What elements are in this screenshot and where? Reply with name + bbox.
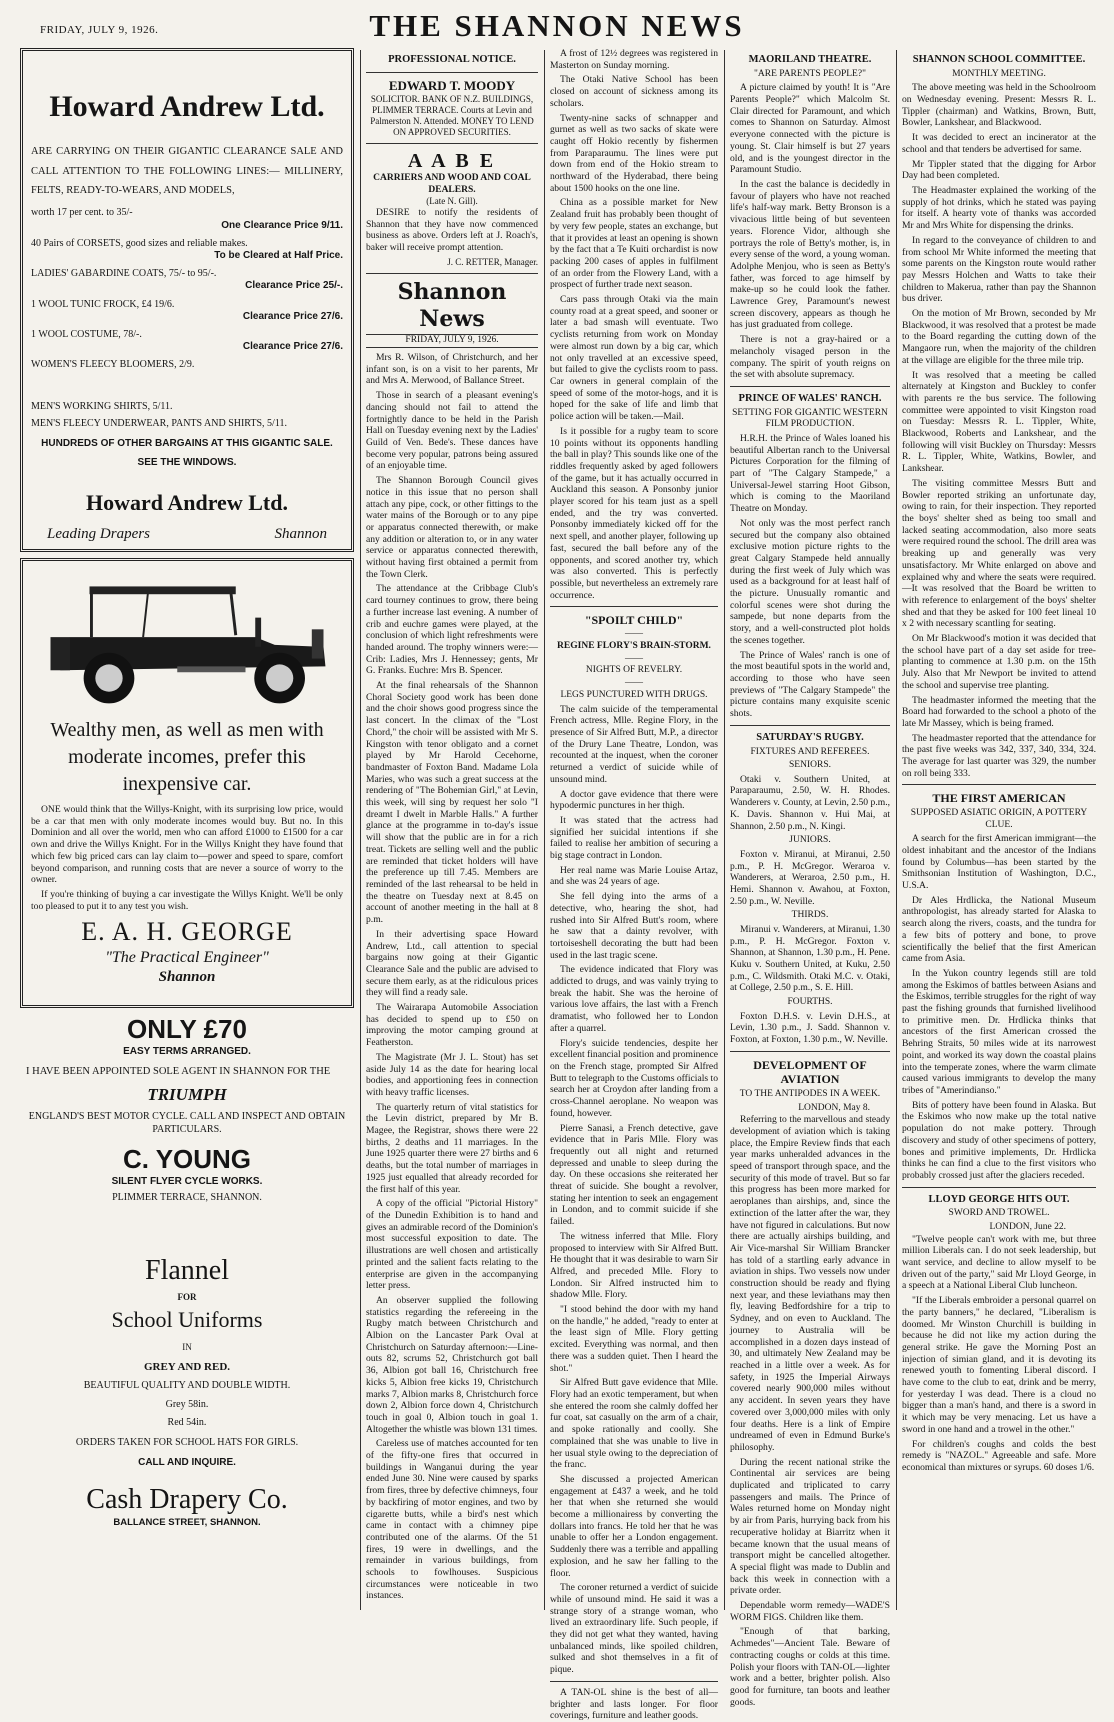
ad-title: Howard Andrew Ltd.	[49, 90, 325, 123]
rugby-thirds-text: Miranui v. Wanderers, at Miranui, 1.30 p.m., P. H. McGregor. Foxton v. Shannon, at Shannon, 1.30 p.m., H. Pene. Kuku v. Southern United, at Kuku, 2.50 p.m., C. Wildsmith. Otaki M.C. v. Otaki, at College, 2.50 p.m., S. E. Hill.	[730, 923, 890, 994]
carrier-sign: J. C. RETTER, Manager.	[447, 256, 538, 267]
paragraph: It was stated that the actress had signified her suicidal intentions if she failed to realise her ambition of securing a big stage contract in London.	[550, 814, 718, 862]
flannel-in: IN	[182, 1341, 192, 1352]
price-line-item: LADIES' GABARDINE COATS, 75/- to 95/-.	[31, 268, 217, 280]
paragraph: "I stood behind the door with my hand on the handle," he added, "ready to enter at the least sign of Mlle. Flory getting excited. Everything was normal, and then there was a sudden quiet. Then I heard the shot."	[550, 1304, 718, 1374]
paragraph: Is it possible for a rugby team to score 10 points without its opponents handling the ball in play? This sounds like one of the riddles frequently asked by aged followers of the game, but it has actually occurred in Auckland this season. A Ponsonby junior player scored for his team just as a spell ended, and the try was converted. Ponsonby immediately kicked off for the next spell, and another player, following up fast, secured the ball before any of the opponents, and scored another try, which was also converted. This is perfectly possible, but nevertheless an extremely rare occurrence.	[550, 425, 718, 601]
paragraph: The visiting committee Messrs Butt and Bowler reported striking an unfortunate day, owing to rain, for their inspection. They reported the boys' shelter shed as being too small and lacked seating accommodation, also more seats were required round the school. The drill area was breaking up and generally was very unsatisfactory. Mr White enlarged on above and explained why and where the seats were required.—It was resolved that the Board be written to with reference to enlargement of the boys' shelter shed and that they be asked for 100 feet lineal 10 x 2 with necessary scantling for seating.	[902, 477, 1096, 630]
column-rule	[896, 50, 897, 1610]
paragraph: Careless use of matches accounted for ten of the fifty-one fires that occurred in buildings in Wanganui during the year ended June 30. Nine were caused by sparks from fires, three by defective chimneys, four by backfiring of motor engines, and two by cigarette butts, while a bird's nest which came in contact with a chimney pipe contributed one of the alarms. Of the 51 fires, 19 were in dwellings, and the remainder in various buildings, from schools to fowlhouses. Suspicious circumstances were noticeable in two instances.	[366, 1438, 538, 1602]
paper-title: THE SHANNON NEWS	[369, 8, 745, 43]
flannel-for: FOR	[177, 1292, 197, 1303]
spoilt-child-sub2: NIGHTS OF REVELRY.	[585, 665, 683, 676]
paragraph: The attendance at the Cribbage Club's card tourney continues to grow, there being a further increase last evening. A number of crib and euchre games were played, at the conclusion of which light refreshments were handed around. The trophy winners were:—Crib: Ladies, Mrs J. Hennessey; gents, Mr G. Franks. Euchre: Mrs B. Spencer.	[366, 583, 538, 677]
triumph-ad	[20, 1014, 354, 1224]
tanol-ad-2: "Enough of that barking, Achmedes"—Ancient Tale. Beware of contracting coughs or colds at this time. Polish your floors with TAN-OL—lighter work and a better, brighter polish. Also good for furniture, tan boots and leather goods.	[730, 1626, 891, 1708]
lloyd-head: LLOYD GEORGE HITS OUT.	[928, 1193, 1070, 1205]
paragraph: The above meeting was held in the Schoolroom on Wednesday evening. Present: Messrs R. L. Tippler (chairman) and Watkins, Brown, Butt, Bowler, Lankshear, and Blackwood.	[902, 82, 1096, 129]
price-line-item: worth 17 per cent. to 35/-	[31, 207, 133, 219]
paragraph: Pierre Sanasi, a French detective, gave evidence that in Paris Mlle. Flory was frequently out all night and returned depressed and unable to sleep during the day. On these occasions she reiterated her threat of suicide. She bought a revolver, stating her intention to seek an engagement in London, and to commit suicide if she failed.	[550, 1122, 718, 1228]
price-line	[31, 299, 343, 323]
price-line	[31, 329, 343, 353]
price-line	[31, 268, 343, 292]
paragraph: Dr Ales Hrdlicka, the National Museum anthropologist, has already started for Alaska to search along the rivers, coasts, and the tundra for a few bits of pottery and bone, to prove scientifically the belief that the first American came from Asia.	[902, 894, 1096, 965]
solicitor-name: EDWARD T. MOODY	[388, 77, 516, 93]
ad-line: MEN'S WORKING SHIRTS, 5/11.	[31, 401, 173, 413]
paragraph: The calm suicide of the temperamental French actress, Mlle. Regine Flory, in the presence of Sir Alfred Butt, M.P., a director of the Drury Lane Theatre, London, was recounted at the inquest, when the coroner returned a verdict of suicide while of unsound mind.	[550, 703, 718, 785]
rugby-fourths-text: Foxton D.H.S. v. Levin D.H.S., at Levin, 1.30 p.m., J. Sadd. Shannon v. Foxton, at Foxton, 1.30 p.m., W. Neville.	[730, 1010, 890, 1046]
paragraph: It was decided to erect an incinerator at the school and that tenders be advertised for same.	[902, 132, 1096, 155]
works-name: SILENT FLYER CYCLE WORKS.	[111, 1175, 263, 1187]
ad-line: MEN'S FLEECY UNDERWEAR, PANTS AND SHIRTS, 5/11.	[31, 417, 287, 429]
agent-intro: I HAVE BEEN APPOINTED SOLE AGENT IN SHANNON FOR THE	[26, 1065, 331, 1077]
paragraph: Those in search of a pleasant evening's dancing should not fail to attend the fortnightly dance to be held in the Parish Hall on Tuesday evening next by the Ladies' Guild of Ven. Bede's. These dances have become very popular, patrons being assured of an enjoyable time.	[366, 390, 538, 472]
american-body	[902, 833, 1096, 1181]
lloyd-sub: SWORD AND TROWEL.	[948, 1208, 1050, 1219]
price-line-item: 40 Pairs of CORSETS, good sizes and reliable makes.	[31, 237, 248, 249]
paragraph: Sir Alfred Butt gave evidence that Mlle. Flory had an exotic temperament, but when she entered the room she calmly doffed her fur coat, sat casually on the arm of a chair, and spoke rationally and coolly. She complained that she was unable to live in her usual style owing to the depreciation of the franc.	[550, 1377, 718, 1471]
paragraph: Cars pass through Otaki via the main county road at a great speed, and sooner or later a bad smash will eventuate. Two cyclists returning from work on Monday were almost run down by a big car, which not only travelled at an excessive speed, but failed to give the cyclists room to pass. Car owners in general complain of the speed of some of the motor-hogs, and it is hoped for the sake of life and limb that police action will be taken.—Mail.	[550, 294, 718, 423]
paragraph: A frost of 12½ degrees was registered in Masterton on Sunday morning.	[550, 48, 718, 71]
willys-knight-ad	[20, 558, 354, 1008]
paragraph: The Magistrate (Mr J. L. Stout) has set aside July 14 as the date for hearing local bodies, and apportioning fees in connection with heavy traffic licenses.	[366, 1051, 538, 1098]
column-2	[366, 48, 538, 1612]
paragraph: She discussed a projected American engagement at £437 a week, and he told her that when she returned she would become a millionairess by converting the dollars into francs. He told her that he was unable to offer her a London engagement. Suddenly there was a terrible and appalling explosion, and he saw her falling to the floor.	[550, 1473, 718, 1579]
nazol-ad: For children's coughs and colds the best remedy is "NAZOL." Agreeable and safe. More economical than mixtures or syrups. 60 doses 1/6.	[902, 1438, 1096, 1473]
paragraph: At the final rehearsals of the Shannon Choral Society good work has been done and the choir shows good progress since the last concert. In the climax of the "Lost Chord," the choir will be assisted with Mr S. Kingston with tenor obligato and a cornet played by Mr Harold Cecehorne, bandmaster of Foxton Band. Madame Lola Maries, who was such a great success at the rendering of "The Bohemian Girl," at Levin, this week, will sing by request her solo "I dreamt I dwelt in Marble Halls." A further glance at the programme in to-day's issue will show that the public are in for a rich treat. Tickets are selling well and the public are reminded that ticket holders will have the preference up till 7.45. Members are reminded of the last rehearsal to be held in the theatre on Tuesday next at 8.45 on account of another meeting in the hall at 8 p.m.	[366, 680, 538, 926]
lloyd-body	[902, 1234, 1096, 1436]
rugby-fourths: FOURTHS.	[787, 997, 833, 1008]
paragraph: She fell dying into the arms of a detective, who, hearing the shot, had rushed into Sir Alfred Butt's room, where he saw that a dainty revolver, with tortoiseshell decorating the butt had been used in the last tragic scene.	[550, 891, 718, 961]
price-line-price: Clearance Price 27/6.	[242, 341, 343, 353]
price-line	[31, 359, 343, 371]
rugby-seniors: SENIORS.	[789, 760, 831, 771]
carrier-late: (Late N. Gill).	[426, 196, 478, 207]
price-lines	[31, 207, 343, 371]
paragraph: An observer supplied the following statistics regarding the refereeing in the Rugby match between Christchurch and Albion on the Lancaster Park Oval at Christchurch on Saturday afternoon:—Line-outs 82, scrums 52, Christchurch got ball 36, Albion got ball 16, Christchurch free kicks 5, Albion free kicks 19, Christchurch marks 7, Albion marks 8, Christchurch force down 2, Albion force down 4, Christchurch touch in goal 0, Albion touch in goal 1. Altogether the whistle was blown 131 times.	[366, 1294, 538, 1435]
theatre-sub: "ARE PARENTS PEOPLE?"	[754, 68, 866, 79]
carrier-sub: CARRIERS AND WOOD AND COAL DEALERS.	[373, 172, 531, 195]
paragraph: Twenty-nine sacks of schnapper and gurnet as well as two sacks of skate were caught off Hokio recently by fishermen from Paraparaumu. The lines were put down from end of the Hokio stream to northward of the Hyderabad, there being about 1500 hooks on the one line.	[550, 112, 718, 194]
car-body-2: If you're thinking of buying a car investigate the Willys Knight. We'll be only too pleased to put it to any test you wish.	[31, 888, 343, 912]
column-rule	[724, 50, 725, 1610]
carrier-text: DESIRE to notify the residents of Shannon that they have now commenced business as above. Orders left at J. Roach's, baker will receive prompt attention.	[366, 207, 538, 254]
brand: TRIUMPH	[147, 1084, 227, 1104]
paragraph: The Prince of Wales' ranch is one of the most beautiful spots in the world and, according to those who have seen previews of "The Calgary Stampede" the picture contains many exquisite scenic shots.	[730, 649, 890, 720]
paragraph: The witness inferred that Mlle. Flory proposed to interview with Sir Alfred Butt. He thought that it was desirable to warn Sir Alfred, and preceded Mlle. Flory to London. Sir Alfred instructed him to shadow Mlle. Flory.	[550, 1230, 718, 1301]
brand-desc: ENGLAND'S BEST MOTOR CYCLE. CALL AND INSPECT AND OBTAIN PARTICULARS.	[28, 1111, 346, 1135]
school-sub: MONTHLY MEETING.	[952, 68, 1046, 79]
paragraph: In their advertising space Howard Andrew, Ltd., call attention to special bargains now going at their Gigantic Clearance Sale and the public are advised to secure them early, as at the ridiculous prices they will find a ready sale.	[366, 928, 538, 999]
paragraph: On Mr Blackwood's motion it was decided that the school have part of a day set aside for tree-planting to commence at 1.30 p.m. on the 15th July. Also that Mr Newport be invited to attend the school and supervise tree planting.	[902, 633, 1096, 691]
aviation-sub: TO THE ANTIPODES IN A WEEK.	[739, 1089, 881, 1100]
price-line-item: 1 WOOL TUNIC FROCK, £4 19/6.	[31, 298, 175, 310]
rugby-head: SATURDAY'S RUGBY.	[756, 731, 864, 743]
theatre-head: MAORILAND THEATRE.	[748, 54, 872, 65]
ads-column	[20, 48, 354, 1612]
dealer-address: PLIMMER TERRACE, SHANNON.	[112, 1191, 262, 1203]
paragraph: During the recent national strike the Continental air services are being duplicated and triplicated to carry passengers and mails. The Prince of Wales returned home on Monday night by air from Paris, hurrying back from his recuperative holiday at Biarritz when it became known that the usual means of transport might be cancelled altogether. A special flight was made to Dublin and back this week in connection with a private order.	[730, 1456, 890, 1597]
paragraph: A picture claimed by youth! It is "Are Parents People?" which Malcolm St. Clair directed for Paramount, and which comes to Shannon on Saturday. Almost everyone connected with the picture is young. St. Clair himself is but 27 years old, and is the youngest director in the Paramount Studio.	[730, 82, 890, 176]
paragraph: Bits of pottery have been found in Alaska. But the Eskimos who now make up the total native population do not make pottery. Through discovery and study of other specimens of pottery, bones and primitive implements, Dr. Hrdlicka thinks he can find a clue to the first visitors who probably crossed just after the glaciers receded.	[902, 1099, 1096, 1181]
dealer-town: Shannon	[158, 968, 216, 985]
paragraph: Referring to the marvellous and steady development of aviation which is taking place, the Empire Review finds that each year marks unheralded advances in the speed of transport through space, and the security of this mode of travel. But so far this progress has been more marked for aeroplanes than airships, and, since the extinction of the latter after the war, they have not figured in calculations. But now there are actually airships building, and Air Vice-marshal Sir William Brancker has told of a startling early advance in aviation in ships. Two vessels now under construction should be ready and flying next year, and these leviathans may then fly, leaving Bedfordshire for a trip to Sydney, and on even to Auckland. The journey to Australia will be accomplished in a dozen days instead of 30, and ultimately New Zealand may be reached in a little over a week. As for safety, in 1925 the Imperial Airways covered nearly 900,000 miles without any accident. In seven years they have covered over 3,000,000 miles with only four deaths. Here is a link of Empire undreamed of even in Edmund Burke's philosophy.	[730, 1114, 890, 1453]
flannel-subject: School Uniforms	[111, 1307, 263, 1333]
paragraph: The coroner returned a verdict of suicide while of unsound mind. He said it was a strange story of a strange woman, who lived an extraordinary life. Such people, if they did not get what they wanted, having unbalanced minds, like spoiled children, sulked and shot themselves in a fit of pique.	[550, 1582, 718, 1676]
rugby-juniors: JUNIORS.	[789, 835, 831, 846]
column-rule	[360, 50, 361, 1610]
footer-line	[47, 525, 327, 543]
car-body: ONE would think that the Willys-Knight, with its surprising low price, would be a car that men with only moderate incomes would buy. But no. In this Dominion and all over the world, men who can afford £1000 to £1500 for a car own and drive the Willys Knight. For in the Willys Knight they have found that which few big priced cars can lay claim to—power and speed to spare, comfort beyond comparison, and running costs that are never a source of worry to the owner.	[31, 804, 343, 886]
dealer-name: C. YOUNG	[122, 1143, 252, 1174]
aviation-dateline: LONDON, May 8.	[798, 1102, 870, 1113]
ranch-sub: SETTING FOR GIGANTIC WESTERN FILM PRODUCTION.	[732, 407, 888, 430]
ad-intro: ARE CARRYING ON THEIR GIGANTIC CLEARANCE SALE AND CALL ATTENTION TO THE FOLLOWING LINES:— MILLINERY, FELTS, READY-TO-WEARS, AND MODELS,	[31, 145, 343, 197]
rugby-sub: FIXTURES AND REFEREES.	[750, 746, 870, 757]
theatre-body	[730, 82, 890, 381]
aviation-body	[730, 1114, 890, 1597]
flannel-title: Flannel	[145, 1255, 229, 1286]
flannel-ad	[20, 1254, 354, 1554]
price-line-price: Clearance Price 27/6.	[242, 310, 343, 322]
column-4	[730, 48, 891, 1708]
footer-name: Howard Andrew Ltd.	[86, 489, 288, 515]
footer-left: Leading Drapers	[47, 525, 150, 542]
ranch-body	[730, 433, 890, 720]
paragraph: Mr Tippler stated that the digging for Arbor Day had been completed.	[902, 158, 1096, 182]
price-line	[31, 207, 343, 231]
paragraph: Mrs R. Wilson, of Christchurch, and her infant son, is on a visit to her parents, Mr and Mrs A. Merwood, of Ballance Street.	[366, 352, 538, 387]
price-line-item: 1 WOOL COSTUME, 78/-.	[31, 328, 142, 340]
paragraph: The evidence indicated that Flory was addicted to drugs, and was vainly trying to break the habit. She was the heroine of various love affairs, the last with a French dramatist, who followed her to London after a quarrel.	[550, 964, 718, 1034]
dealer-name: E. A. H. GEORGE	[81, 917, 293, 947]
price-line-item: WOMEN'S FLEECY BLOOMERS, 2/9.	[31, 359, 195, 371]
professional-notice-head: PROFESSIONAL NOTICE.	[388, 54, 516, 65]
spoilt-child-body	[550, 704, 718, 1676]
solicitor-text: SOLICITOR. BANK OF N.Z. BUILDINGS, PLIMMER TERRACE. Courts at Levin and Palmerston N. Attended. MONEY TO LEND ON APPROVED SECURITIES.	[370, 93, 534, 137]
paragraph: China as a possible market for New Zealand fruit has probably been thought of by very few people, states an exchange, but that it provides at least an opening is shown by the fact that a Te Kuiti orchardist is now packing 200 cases of apples in fulfilment of an order from the Flowery Land, with a prospect of further trade next season.	[550, 197, 718, 291]
terms: EASY TERMS ARRANGED.	[123, 1045, 251, 1057]
flannel-colors: GREY AND RED.	[143, 1360, 231, 1373]
tanol-ad: A TAN-OL shine is the best of all—brighter and lasts longer. For floor coverings, furniture and leather goods.	[550, 1686, 718, 1722]
lloyd-dateline: LONDON, June 22.	[989, 1222, 1066, 1232]
spoilt-child-sub3: LEGS PUNCTURED WITH DRUGS.	[560, 690, 708, 701]
paragraph: The headmaster reported that the attendance for the past five weeks was 342, 337, 340, 334, 324. The average for last quarter was 329, the number on roll being 333.	[902, 732, 1096, 779]
paragraph: In the cast the balance is decidedly in favour of players who have not reached life's half-way mark. Betty Bronson is a vivacious little being of but seventeen years. Florence Vidor, although she portrays the role of Betty's mother, is, in every sense of the word, a young woman. Adolphe Menjou, who is seen as Betty's father, was forced to age himself by make-up so he could look the father. Lawrence Grey, Paramount's newest screen discovery, appears as though he has just graduated from college.	[730, 179, 890, 331]
local-news	[366, 352, 538, 1602]
car-illustration	[31, 567, 343, 717]
price-line-price: Clearance Price 25/-.	[245, 280, 343, 292]
paragraph: The Headmaster explained the working of the supply of hot drinks, which he stated was paying for itself. A hearty vote of thanks was accorded Mr and Mrs White for dispensing the drinks.	[902, 185, 1096, 232]
paragraph: The Wairarapa Automobile Association has decided to spend up to £50 on improving the motor camping ground at Featherston.	[366, 1002, 538, 1049]
paragraph: Her real name was Marie Louise Artaz, and she was 24 years of age.	[550, 864, 718, 888]
issue-date: FRIDAY, JULY 9, 1926.	[40, 24, 159, 36]
flannel-orders: ORDERS TAKEN FOR SCHOOL HATS FOR GIRLS.	[75, 1436, 299, 1448]
paragraph: It was resolved that a meeting be called alternately at Kingston and Buckley to confer with parents re the bus service. The following committee were appointed to visit Kingston road on Tuesday: Messrs R. L. Tippler, White, Blackwood, Roberts and Lankshear, and the following will visit Buckley on Thursday: Messrs R. L. Tippler, White, Watkins, Bowler, and Lankshear.	[902, 369, 1096, 475]
paper-nameplate: Shannon News	[397, 278, 507, 332]
paragraph: The headmaster informed the meeting that the Board had forwarded to the school a photo of the late Mr Massey, which is being framed.	[902, 694, 1096, 729]
paragraph: Flory's suicide tendencies, despite her excellent financial position and prominence on the French stage, prompted Sir Alfred Butt to telegraph to the Customs officials to search her at Croydon after landing from a cross-Channel aeroplane. No weapon was found, however.	[550, 1037, 718, 1119]
price-line-price: One Clearance Price 9/11.	[221, 219, 343, 231]
american-sub: SUPPOSED ASIATIC ORIGIN, A POTTERY CLUE.	[910, 808, 1088, 830]
paragraph: A search for the first American immigrant—the oldest inhabitant and the ancestor of the Indians found by Columbus—has been started by the Smithsonian Institution of Washington, D.C., U.S.A.	[902, 833, 1096, 892]
price-line-price: To be Cleared at Half Price.	[214, 249, 343, 261]
paragraph: "Twelve people can't work with me, but three million Liberals can. I do not seek leadership, but want service, and decline to allow myself to be driven out of the party," said Mr Lloyd George, in a speech at a National Liberal Club luncheon.	[902, 1233, 1096, 1292]
flannel-address: BALLANCE STREET, SHANNON.	[113, 1517, 261, 1529]
flannel-red: Red 54in.	[167, 1416, 207, 1428]
american-head: THE FIRST AMERICAN	[932, 791, 1066, 806]
paragraph: In the Yukon country legends still are told among the Eskimos of battles between Asians and the Eskimos, terrible struggles for the right of way past the fishing grounds that furnished livelihood to primitive men. Dr. Hrdlicka thinks that ancestors of the first American crossed the Behring Straits, 50 miles wide at its narrowest point, and worked its way down the coastal plains into the temperate zones, where the warm climate caused various immigrants to develop the many tribes of "Amerindianso."	[902, 967, 1096, 1096]
carrier-name: A A B E	[407, 149, 497, 172]
rugby-thirds: THIRDS.	[791, 910, 829, 921]
rugby-seniors-text: Otaki v. Southern United, at Paraparaumu, 2.50, W. H. Rhodes. Wanderers v. County, at Levin, 2.50 p.m., K. Davis. Shannon v. Hui Mai, at Shannon, 2.50 p.m., N. Kingi.	[730, 773, 890, 832]
news-items	[550, 48, 718, 601]
howard-andrew-ad	[20, 48, 354, 552]
masthead	[18, 6, 1096, 44]
price-line	[31, 238, 343, 262]
paragraph: On the motion of Mr Brown, seconded by Mr Blackwood, it was resolved that a protest be made to the Board regarding the cutting down of the Mangaore run, when the majority of the children at the village are eligible for the three mile trip.	[902, 308, 1096, 366]
bargains-text: HUNDREDS OF OTHER BARGAINS AT THIS GIGANTIC SALE. SEE THE WINDOWS.	[41, 437, 333, 468]
flannel-quality: BEAUTIFUL QUALITY AND DOUBLE WIDTH.	[83, 1380, 291, 1392]
school-body	[902, 82, 1096, 779]
column-5	[902, 48, 1096, 1612]
dealer-tagline: "The Practical Engineer"	[105, 949, 269, 967]
paragraph: H.R.H. the Prince of Wales loaned his beautiful Albertan ranch to the Universal Pictures Corporation for the filming of part of "The Calgary Stampede," a Universal-Jewel starring Hoot Gibson, which is coming to the Maoriland Theatre on Monday.	[730, 432, 890, 515]
column-3: A frost of 12½ degrees was registered in Masterton on Sunday morning. The Otaki Native School has been closed on account of sickness among its scholars. Twenty-nine sacks of schnapper and gurnet as well as two sacks of skate were caught off Hokio recently by fishermen from Paraparaumu. The lines were put down from end of the Hokio stream to northward of the Hyderabad, there being about 1500 hooks on the one line. China as a possible market for New Zealand fruit has probably been thought of by very few people, states an exchange, but that it provides at least an opening is shown by the fact that a Te Kuiti orchardist is now packing 200 cases of apples in fulfilment of an order from the Flowery Land, with a prospect of further trade next season. Cars pass through Otaki via the main county road at a great speed, and sooner or later a bad smash will eventuate. Two cyclists returning from work on Monday were almost run down by a big car, which not only travelled at an excessive speed, but failed to give the cyclists room to pass. Car owners in general complain of the speed of some of the motor-hogs, and it is hoped for the sake of life and limb that police action will be taken.—Mail. Is it possible for a rugby team to score 10 points without its opponents handling the ball in play? This sounds like one of the riddles frequently asked by aged followers of the game, but it has actually occurred in Auckland this season. A Ponsonby junior player scored for his team just as a spell ended, and the try was converted. Ponsonby immediately kicked off for the next spell, and another player, following up fast, secured the ball before any of the opponents, and scored another try, which was also converted. This is perfectly possible, but nevertheless an extremely rare occurrence. "SPOILT CHILD" —— REGINE FLORY'S BRAIN-STORM. —— NIGHTS OF REVELRY. —— LEGS PUNCTURED WITH DRUGS. The calm suicide of the temperamental French actress, Mlle. Regine Flory, in the presence of Sir Alfred Butt, M.P., a director of the Drury Lane Theatre, London, was recounted at the inquest, when the coroner returned a verdict of suicide while of unsound mind. A doctor gave evidence that there were hypodermic punctures in her thigh. It was stated that the actress had signified her suicidal intentions if she failed to realise her ambition of securing a big stage contract in London. Her real name was Marie Louise Artaz, and she was 24 years of age. She fell dying into the arms of a detective, who, hearing the shot, had rushed into Sir Alfred Butt's room, where he saw that a dainty revolver, with tortoiseshell decorating the butt had been used in the last tragic scene. The evidence indicated that Flory was addicted to drugs, and was vainly trying to break the habit. She was the heroine of various love affairs, the last with a French dramatist, who followed her to London after a quarrel. Flory's suicide tendencies, despite her excellent financial position and prominence on the French stage, prompted Sir Alfred Butt to telegraph to the Customs officials to search her at Croydon after landing from a cross-Channel aeroplane. No weapon was found, however. Pierre Sanasi, a French detective, gave evidence that in Paris Mlle. Flory was frequently out all night and returned depressed and unable to sleep during the day. On these occasions she reiterated her threat of suicide. She bought a revolver, stating her intention to seek an engagement in London, and to commit suicide if she failed. The witness inferred that Mlle. Flory proposed to interview with Sir Alfred Butt. He thought that it was desirable to warn Sir Alfred, and preceded Mlle. Flory to London. Sir Alfred instructed him to shadow Mlle. Flory. "I stood behind the door with my hand on the handle," he added, "ready to enter at the least sign of Mlle. Flory getting excited. Everything was normal, and then there was a sudden quiet. Then I heard the shot." Sir Alfred Butt gave evidence that Mlle. Flory had an exotic temperament, but when she entered the room she calmly doffed her fur coat, sat casually on the arm of a chair, and spoke rationally and coolly. She complained that she was unable to live in her usual style owing to the depreciation of the franc. She discussed a projected American engagement at £437 a week, and he told her that when she returned she would become a millionairess by converting the dollars into francs. He told her that he was unable to offer her a London engagement. Suddenly there was a terrible and appalling explosion, and he saw her falling to the floor. The coroner returned a verdict of suicide while of unsound mind. He said it was a strange story of a strange woman, who lived an extraordinary life. Such people, if they did not get what they wanted, having unbalanced minds, like spoiled children, sulked and shot themselves in a fit of pique. A TAN-OL shine is the best of all—brighter and lasts longer. For floor coverings, furniture and leather goods.	[550, 48, 718, 1722]
flannel-call: CALL AND INQUIRE.	[138, 1457, 236, 1469]
paper-date: FRIDAY, JULY 9, 1926.	[366, 334, 538, 348]
spoilt-child-head: "SPOILT CHILD"	[584, 613, 684, 628]
car-headline: Wealthy men, as well as men with moderate incomes, prefer this inexpensive car.	[50, 719, 324, 795]
spoilt-child-sub1: REGINE FLORY'S BRAIN-STORM.	[557, 640, 711, 651]
column-rule	[544, 50, 545, 1610]
paragraph: Not only was the most perfect ranch secured but the company also obtained exclusive motion picture rights to the great Calgary Stampede held annually during the first week of July which was used as a background for at least half of the picture. Unusually romantic and colorful scenes were shot during the sampede, but none departs from the story, and a well-constructed plot holds the scenes together.	[730, 517, 890, 646]
paragraph: The quarterly return of vital statistics for the Levin district, prepared by Mr B. Magee, the Registrar, shows there were 22 births, 2 deaths and 11 marriages. In the June 1925 quarter there were 27 births and 6 deaths, but the total number of marriages in 1925 just equalled that already recorded for the first half of this year.	[366, 1101, 538, 1195]
price-headline: ONLY £70	[127, 1014, 247, 1044]
ranch-head: PRINCE OF WALES' RANCH.	[738, 392, 882, 404]
school-head: SHANNON SCHOOL COMMITTEE.	[912, 54, 1086, 65]
aviation-head: DEVELOPMENT OF AVIATION	[753, 1057, 867, 1087]
paragraph: In regard to the conveyance of children to and from school Mr White informed the meeting that some parents on the Kingston route would rather pay Messrs Holchen and Watts to take their children to Makerua, rather than pay the Shannon bus driver.	[902, 234, 1096, 305]
rugby-juniors-text: Foxton v. Miranui, at Miranui, 2.50 p.m., P. H. McGregor. Weraroa v. Wanderers, at Weraroa, 2.50 p.m., H. Hemi. Shannon v. Awahou, at Foxton, 2.50 p.m., W. Neville.	[730, 848, 890, 907]
paragraph: The Otaki Native School has been closed on account of sickness among its scholars.	[550, 74, 718, 109]
footer-right: Shannon	[274, 525, 327, 542]
paragraph: The Shannon Borough Council gives notice in this issue that no person shall attach any pipe, cock, or other fittings to the water mains of the Borough or to any pipe or apparatus connected therewith, or make any addition or alteration to, or in any water service or apparatus connected therewith, without having first obtained a permit from the Town Clerk.	[366, 475, 538, 580]
paragraph: A copy of the official "Pictorial History" of the Dunedin Exhibition is to hand and gives an admirable record of the Dominion's most successful exposition to date. The illustrations are well chosen and artistically printed and the salient facts relating to the enterprise are given in the accompanying letter press.	[366, 1198, 538, 1292]
paragraph: "If the Liberals embroider a personal quarrel on the party banners," he declared, "Liberalism is doomed. Mr Winston Churchill is building in because he did not like my action during the general strike. He gave the Morning Post an injection of simian gland, and it is devoting its renewed youth to fomenting Liberal discord. I have come to the club to eat, drink and be merry, for yesterday I was dead. There is a cloud no bigger than a man's hand, and there is a sword in it which may be very menacing. Let us have a sword in one hand and a trowel in the other."	[902, 1295, 1096, 1435]
paragraph: A doctor gave evidence that there were hypodermic punctures in her thigh.	[550, 788, 718, 812]
paragraph: There is not a gray-haired or a melancholy visaged person in the company. The spirit of youth reigns on the set with absolute supremacy.	[730, 334, 890, 381]
wade-ad: Dependable worm remedy—WADE'S WORM FIGS. Children like them.	[730, 1600, 890, 1623]
flannel-grey: Grey 58in.	[165, 1398, 209, 1410]
flannel-store: Cash Drapery Co.	[86, 1484, 288, 1516]
